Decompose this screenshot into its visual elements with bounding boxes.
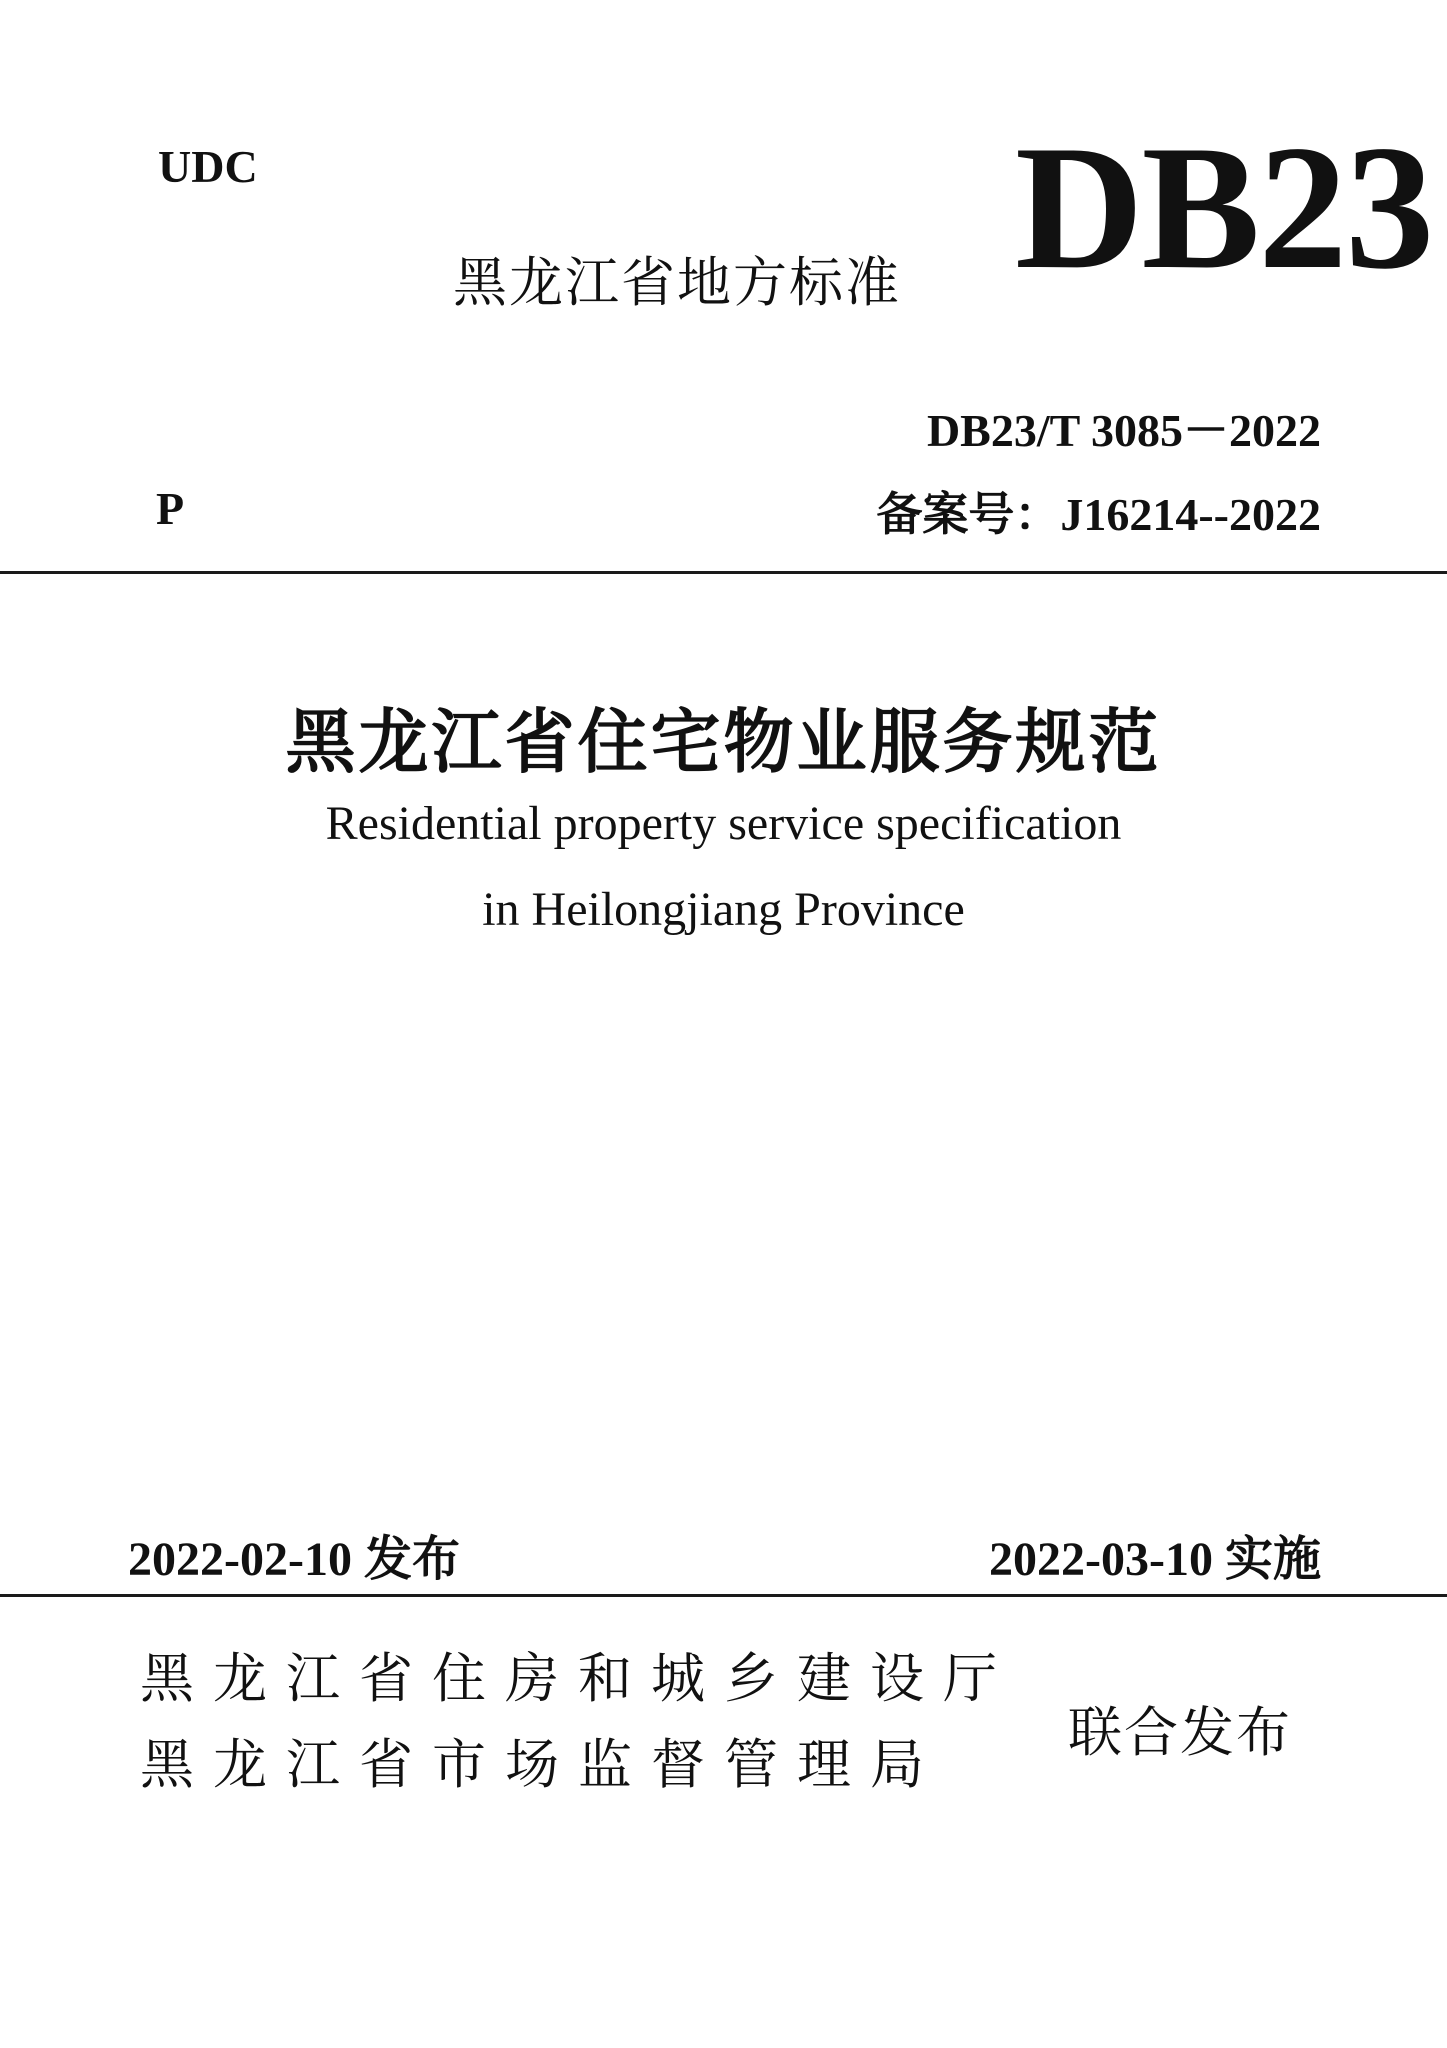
standard-number: DB23/T 3085－2022 (926, 405, 1321, 456)
filing-number: 备案号：J16214--2022 (876, 489, 1321, 540)
document-title-english-line2: in Heilongjiang Province (482, 883, 965, 936)
issuer-housing-department: 黑龙江省住房和城乡建设厅 (140, 1647, 1016, 1710)
standard-type: 黑龙江省地方标准 (453, 251, 901, 314)
effective-date: 2022-03-10 实施 (989, 1533, 1321, 1586)
joint-issue-label: 联合发布 (1068, 1701, 1292, 1764)
document-title-chinese: 黑龙江省住宅物业服务规范 (285, 701, 1162, 783)
header-divider (0, 571, 1447, 574)
issue-date: 2022-02-10 发布 (128, 1533, 460, 1586)
standard-logo-code: DB23 (1015, 108, 1433, 306)
udc-label: UDC (158, 141, 258, 192)
footer-divider (0, 1594, 1447, 1597)
classification-code: P (156, 483, 185, 534)
document-title-english-line1: Residential property service specification (325, 797, 1122, 850)
issuer-market-regulation-bureau: 黑龙江省市场监督管理局 (140, 1733, 943, 1796)
